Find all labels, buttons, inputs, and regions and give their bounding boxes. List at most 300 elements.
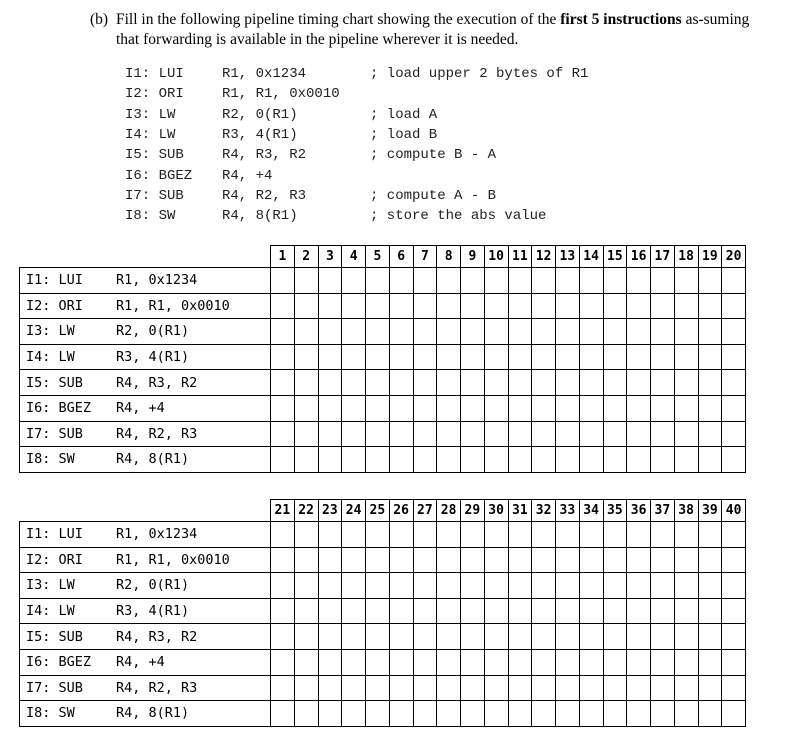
timing-cell[interactable]	[366, 344, 390, 370]
timing-cell[interactable]	[532, 598, 556, 624]
timing-cell[interactable]	[461, 573, 485, 599]
timing-cell[interactable]	[271, 319, 295, 345]
timing-cell[interactable]	[484, 421, 508, 447]
timing-cell[interactable]	[651, 649, 675, 675]
timing-cell[interactable]	[413, 319, 437, 345]
timing-cell[interactable]	[366, 370, 390, 396]
timing-cell[interactable]	[651, 447, 675, 473]
timing-cell[interactable]	[389, 547, 413, 573]
timing-cell[interactable]	[342, 701, 366, 727]
timing-cell[interactable]	[342, 370, 366, 396]
timing-cell[interactable]	[674, 547, 698, 573]
timing-cell[interactable]	[556, 370, 580, 396]
timing-cell[interactable]	[651, 547, 675, 573]
timing-cell[interactable]	[294, 547, 318, 573]
timing-cell[interactable]	[342, 547, 366, 573]
timing-cell[interactable]	[556, 421, 580, 447]
timing-cell[interactable]	[271, 395, 295, 421]
timing-cell[interactable]	[437, 268, 461, 294]
timing-cell[interactable]	[461, 675, 485, 701]
timing-cell[interactable]	[674, 573, 698, 599]
timing-cell[interactable]	[556, 624, 580, 650]
timing-cell[interactable]	[294, 395, 318, 421]
timing-cell[interactable]	[603, 421, 627, 447]
timing-cell[interactable]	[366, 701, 390, 727]
timing-cell[interactable]	[389, 573, 413, 599]
timing-cell[interactable]	[722, 522, 746, 548]
timing-cell[interactable]	[461, 319, 485, 345]
timing-cell[interactable]	[342, 268, 366, 294]
timing-cell[interactable]	[722, 573, 746, 599]
timing-cell[interactable]	[389, 701, 413, 727]
timing-cell[interactable]	[698, 293, 722, 319]
timing-cell[interactable]	[603, 649, 627, 675]
timing-cell[interactable]	[271, 293, 295, 319]
timing-cell[interactable]	[722, 268, 746, 294]
timing-cell[interactable]	[674, 268, 698, 294]
timing-cell[interactable]	[698, 701, 722, 727]
timing-cell[interactable]	[698, 268, 722, 294]
timing-cell[interactable]	[413, 395, 437, 421]
timing-cell[interactable]	[651, 701, 675, 727]
timing-cell[interactable]	[484, 522, 508, 548]
timing-cell[interactable]	[579, 395, 603, 421]
timing-cell[interactable]	[461, 344, 485, 370]
timing-cell[interactable]	[603, 268, 627, 294]
timing-cell[interactable]	[579, 447, 603, 473]
timing-cell[interactable]	[271, 268, 295, 294]
timing-cell[interactable]	[579, 370, 603, 396]
timing-cell[interactable]	[532, 624, 556, 650]
timing-cell[interactable]	[437, 675, 461, 701]
timing-cell[interactable]	[413, 649, 437, 675]
timing-cell[interactable]	[318, 268, 342, 294]
timing-cell[interactable]	[579, 649, 603, 675]
timing-cell[interactable]	[627, 395, 651, 421]
timing-cell[interactable]	[437, 701, 461, 727]
timing-cell[interactable]	[413, 421, 437, 447]
timing-cell[interactable]	[271, 701, 295, 727]
timing-cell[interactable]	[294, 701, 318, 727]
timing-cell[interactable]	[389, 344, 413, 370]
timing-cell[interactable]	[579, 344, 603, 370]
timing-cell[interactable]	[722, 547, 746, 573]
timing-cell[interactable]	[698, 598, 722, 624]
timing-cell[interactable]	[698, 370, 722, 396]
timing-cell[interactable]	[413, 447, 437, 473]
timing-cell[interactable]	[627, 649, 651, 675]
timing-cell[interactable]	[271, 421, 295, 447]
timing-cell[interactable]	[579, 573, 603, 599]
timing-cell[interactable]	[556, 573, 580, 599]
timing-cell[interactable]	[579, 624, 603, 650]
timing-cell[interactable]	[413, 598, 437, 624]
timing-cell[interactable]	[389, 447, 413, 473]
timing-cell[interactable]	[342, 319, 366, 345]
timing-cell[interactable]	[508, 522, 532, 548]
timing-cell[interactable]	[674, 649, 698, 675]
timing-cell[interactable]	[532, 421, 556, 447]
timing-cell[interactable]	[674, 421, 698, 447]
timing-cell[interactable]	[484, 293, 508, 319]
timing-cell[interactable]	[579, 319, 603, 345]
timing-cell[interactable]	[603, 573, 627, 599]
timing-cell[interactable]	[508, 598, 532, 624]
timing-cell[interactable]	[532, 547, 556, 573]
timing-cell[interactable]	[271, 522, 295, 548]
timing-cell[interactable]	[627, 268, 651, 294]
timing-cell[interactable]	[674, 293, 698, 319]
timing-cell[interactable]	[318, 649, 342, 675]
timing-cell[interactable]	[508, 268, 532, 294]
timing-cell[interactable]	[532, 447, 556, 473]
timing-cell[interactable]	[674, 395, 698, 421]
timing-cell[interactable]	[342, 675, 366, 701]
timing-cell[interactable]	[532, 522, 556, 548]
timing-cell[interactable]	[603, 522, 627, 548]
timing-cell[interactable]	[532, 573, 556, 599]
timing-cell[interactable]	[603, 293, 627, 319]
timing-cell[interactable]	[271, 598, 295, 624]
timing-cell[interactable]	[366, 522, 390, 548]
timing-cell[interactable]	[556, 293, 580, 319]
timing-cell[interactable]	[508, 675, 532, 701]
timing-cell[interactable]	[722, 293, 746, 319]
timing-cell[interactable]	[674, 598, 698, 624]
timing-cell[interactable]	[461, 624, 485, 650]
timing-cell[interactable]	[318, 447, 342, 473]
timing-cell[interactable]	[556, 268, 580, 294]
timing-cell[interactable]	[508, 547, 532, 573]
timing-cell[interactable]	[437, 522, 461, 548]
timing-cell[interactable]	[603, 344, 627, 370]
timing-cell[interactable]	[722, 319, 746, 345]
timing-cell[interactable]	[722, 701, 746, 727]
timing-cell[interactable]	[342, 421, 366, 447]
timing-cell[interactable]	[698, 344, 722, 370]
timing-cell[interactable]	[532, 701, 556, 727]
timing-cell[interactable]	[413, 344, 437, 370]
timing-cell[interactable]	[437, 319, 461, 345]
timing-cell[interactable]	[318, 370, 342, 396]
timing-cell[interactable]	[342, 522, 366, 548]
timing-cell[interactable]	[366, 573, 390, 599]
timing-cell[interactable]	[437, 624, 461, 650]
timing-cell[interactable]	[461, 701, 485, 727]
timing-cell[interactable]	[722, 421, 746, 447]
timing-cell[interactable]	[556, 344, 580, 370]
timing-cell[interactable]	[484, 447, 508, 473]
timing-cell[interactable]	[413, 701, 437, 727]
timing-cell[interactable]	[342, 395, 366, 421]
timing-cell[interactable]	[651, 675, 675, 701]
timing-cell[interactable]	[722, 649, 746, 675]
timing-cell[interactable]	[366, 293, 390, 319]
timing-cell[interactable]	[294, 649, 318, 675]
timing-cell[interactable]	[508, 344, 532, 370]
timing-cell[interactable]	[271, 447, 295, 473]
timing-cell[interactable]	[556, 649, 580, 675]
timing-cell[interactable]	[366, 395, 390, 421]
timing-cell[interactable]	[579, 598, 603, 624]
timing-cell[interactable]	[651, 573, 675, 599]
timing-cell[interactable]	[461, 598, 485, 624]
timing-cell[interactable]	[389, 293, 413, 319]
timing-cell[interactable]	[674, 344, 698, 370]
timing-cell[interactable]	[437, 598, 461, 624]
timing-cell[interactable]	[508, 649, 532, 675]
timing-cell[interactable]	[627, 293, 651, 319]
timing-cell[interactable]	[366, 649, 390, 675]
timing-cell[interactable]	[366, 447, 390, 473]
timing-cell[interactable]	[698, 547, 722, 573]
timing-cell[interactable]	[413, 675, 437, 701]
timing-cell[interactable]	[437, 421, 461, 447]
timing-cell[interactable]	[532, 675, 556, 701]
timing-cell[interactable]	[484, 649, 508, 675]
timing-cell[interactable]	[294, 370, 318, 396]
timing-cell[interactable]	[722, 624, 746, 650]
timing-cell[interactable]	[389, 395, 413, 421]
timing-cell[interactable]	[413, 370, 437, 396]
timing-cell[interactable]	[698, 447, 722, 473]
timing-cell[interactable]	[294, 293, 318, 319]
timing-cell[interactable]	[508, 395, 532, 421]
timing-cell[interactable]	[627, 447, 651, 473]
timing-cell[interactable]	[532, 395, 556, 421]
timing-cell[interactable]	[508, 624, 532, 650]
timing-cell[interactable]	[366, 268, 390, 294]
timing-cell[interactable]	[674, 624, 698, 650]
timing-cell[interactable]	[674, 701, 698, 727]
timing-cell[interactable]	[508, 319, 532, 345]
timing-cell[interactable]	[508, 701, 532, 727]
timing-cell[interactable]	[318, 573, 342, 599]
timing-cell[interactable]	[651, 319, 675, 345]
timing-cell[interactable]	[556, 522, 580, 548]
timing-cell[interactable]	[437, 649, 461, 675]
timing-cell[interactable]	[556, 598, 580, 624]
timing-cell[interactable]	[318, 598, 342, 624]
timing-cell[interactable]	[413, 293, 437, 319]
timing-cell[interactable]	[318, 701, 342, 727]
timing-cell[interactable]	[484, 701, 508, 727]
timing-cell[interactable]	[556, 701, 580, 727]
timing-cell[interactable]	[532, 370, 556, 396]
timing-cell[interactable]	[698, 522, 722, 548]
timing-cell[interactable]	[556, 319, 580, 345]
timing-cell[interactable]	[484, 395, 508, 421]
timing-cell[interactable]	[294, 522, 318, 548]
timing-cell[interactable]	[579, 522, 603, 548]
timing-cell[interactable]	[271, 370, 295, 396]
timing-cell[interactable]	[318, 522, 342, 548]
timing-cell[interactable]	[342, 598, 366, 624]
timing-cell[interactable]	[556, 675, 580, 701]
timing-cell[interactable]	[532, 268, 556, 294]
timing-cell[interactable]	[366, 319, 390, 345]
timing-cell[interactable]	[294, 624, 318, 650]
timing-cell[interactable]	[271, 547, 295, 573]
timing-cell[interactable]	[437, 370, 461, 396]
timing-cell[interactable]	[603, 598, 627, 624]
timing-cell[interactable]	[722, 598, 746, 624]
timing-cell[interactable]	[389, 624, 413, 650]
timing-cell[interactable]	[318, 344, 342, 370]
timing-cell[interactable]	[627, 421, 651, 447]
timing-cell[interactable]	[318, 395, 342, 421]
timing-cell[interactable]	[722, 675, 746, 701]
timing-cell[interactable]	[651, 421, 675, 447]
timing-cell[interactable]	[461, 293, 485, 319]
timing-cell[interactable]	[294, 421, 318, 447]
timing-cell[interactable]	[698, 421, 722, 447]
timing-cell[interactable]	[651, 344, 675, 370]
timing-cell[interactable]	[318, 675, 342, 701]
timing-cell[interactable]	[389, 370, 413, 396]
timing-cell[interactable]	[556, 447, 580, 473]
timing-cell[interactable]	[366, 598, 390, 624]
timing-cell[interactable]	[532, 649, 556, 675]
timing-cell[interactable]	[389, 268, 413, 294]
timing-cell[interactable]	[271, 624, 295, 650]
timing-cell[interactable]	[722, 447, 746, 473]
timing-cell[interactable]	[461, 370, 485, 396]
timing-cell[interactable]	[294, 268, 318, 294]
timing-cell[interactable]	[532, 344, 556, 370]
timing-cell[interactable]	[603, 701, 627, 727]
timing-cell[interactable]	[651, 268, 675, 294]
timing-cell[interactable]	[484, 319, 508, 345]
timing-cell[interactable]	[461, 395, 485, 421]
timing-cell[interactable]	[698, 319, 722, 345]
timing-cell[interactable]	[722, 395, 746, 421]
timing-cell[interactable]	[271, 344, 295, 370]
timing-cell[interactable]	[484, 624, 508, 650]
timing-cell[interactable]	[413, 522, 437, 548]
timing-cell[interactable]	[294, 319, 318, 345]
timing-cell[interactable]	[627, 319, 651, 345]
timing-cell[interactable]	[389, 522, 413, 548]
timing-cell[interactable]	[366, 547, 390, 573]
timing-cell[interactable]	[579, 701, 603, 727]
timing-cell[interactable]	[271, 649, 295, 675]
timing-cell[interactable]	[579, 547, 603, 573]
timing-cell[interactable]	[579, 421, 603, 447]
timing-cell[interactable]	[484, 268, 508, 294]
timing-cell[interactable]	[413, 573, 437, 599]
timing-cell[interactable]	[461, 268, 485, 294]
timing-cell[interactable]	[627, 370, 651, 396]
timing-cell[interactable]	[556, 547, 580, 573]
timing-cell[interactable]	[603, 624, 627, 650]
timing-cell[interactable]	[674, 447, 698, 473]
timing-cell[interactable]	[722, 370, 746, 396]
timing-cell[interactable]	[318, 421, 342, 447]
timing-cell[interactable]	[627, 522, 651, 548]
timing-cell[interactable]	[342, 447, 366, 473]
timing-cell[interactable]	[389, 649, 413, 675]
timing-cell[interactable]	[674, 370, 698, 396]
timing-cell[interactable]	[461, 447, 485, 473]
timing-cell[interactable]	[294, 675, 318, 701]
timing-cell[interactable]	[674, 522, 698, 548]
timing-cell[interactable]	[627, 573, 651, 599]
timing-cell[interactable]	[413, 547, 437, 573]
timing-cell[interactable]	[722, 344, 746, 370]
timing-cell[interactable]	[294, 447, 318, 473]
timing-cell[interactable]	[627, 598, 651, 624]
timing-cell[interactable]	[532, 319, 556, 345]
timing-cell[interactable]	[366, 421, 390, 447]
timing-cell[interactable]	[294, 344, 318, 370]
timing-cell[interactable]	[318, 293, 342, 319]
timing-cell[interactable]	[674, 319, 698, 345]
timing-cell[interactable]	[484, 344, 508, 370]
timing-cell[interactable]	[484, 675, 508, 701]
timing-cell[interactable]	[437, 395, 461, 421]
timing-cell[interactable]	[437, 573, 461, 599]
timing-cell[interactable]	[271, 573, 295, 599]
timing-cell[interactable]	[603, 370, 627, 396]
timing-cell[interactable]	[651, 522, 675, 548]
timing-cell[interactable]	[651, 370, 675, 396]
timing-cell[interactable]	[413, 268, 437, 294]
timing-cell[interactable]	[627, 344, 651, 370]
timing-cell[interactable]	[698, 624, 722, 650]
timing-cell[interactable]	[579, 675, 603, 701]
timing-cell[interactable]	[271, 675, 295, 701]
timing-cell[interactable]	[698, 395, 722, 421]
timing-cell[interactable]	[294, 598, 318, 624]
timing-cell[interactable]	[651, 598, 675, 624]
timing-cell[interactable]	[603, 447, 627, 473]
timing-cell[interactable]	[437, 547, 461, 573]
timing-cell[interactable]	[698, 649, 722, 675]
timing-cell[interactable]	[603, 547, 627, 573]
timing-cell[interactable]	[651, 624, 675, 650]
timing-cell[interactable]	[342, 573, 366, 599]
timing-cell[interactable]	[508, 573, 532, 599]
timing-cell[interactable]	[627, 624, 651, 650]
timing-cell[interactable]	[627, 547, 651, 573]
timing-cell[interactable]	[532, 293, 556, 319]
timing-cell[interactable]	[603, 675, 627, 701]
timing-cell[interactable]	[461, 547, 485, 573]
timing-cell[interactable]	[698, 675, 722, 701]
timing-cell[interactable]	[603, 319, 627, 345]
timing-cell[interactable]	[651, 395, 675, 421]
timing-cell[interactable]	[318, 624, 342, 650]
timing-cell[interactable]	[484, 573, 508, 599]
timing-cell[interactable]	[437, 344, 461, 370]
timing-cell[interactable]	[437, 447, 461, 473]
timing-cell[interactable]	[674, 675, 698, 701]
timing-cell[interactable]	[366, 675, 390, 701]
timing-cell[interactable]	[389, 675, 413, 701]
timing-cell[interactable]	[461, 522, 485, 548]
timing-cell[interactable]	[627, 675, 651, 701]
timing-cell[interactable]	[556, 395, 580, 421]
timing-cell[interactable]	[484, 370, 508, 396]
timing-cell[interactable]	[508, 293, 532, 319]
timing-cell[interactable]	[461, 649, 485, 675]
timing-cell[interactable]	[484, 598, 508, 624]
timing-cell[interactable]	[294, 573, 318, 599]
timing-cell[interactable]	[698, 573, 722, 599]
timing-cell[interactable]	[413, 624, 437, 650]
timing-cell[interactable]	[508, 447, 532, 473]
